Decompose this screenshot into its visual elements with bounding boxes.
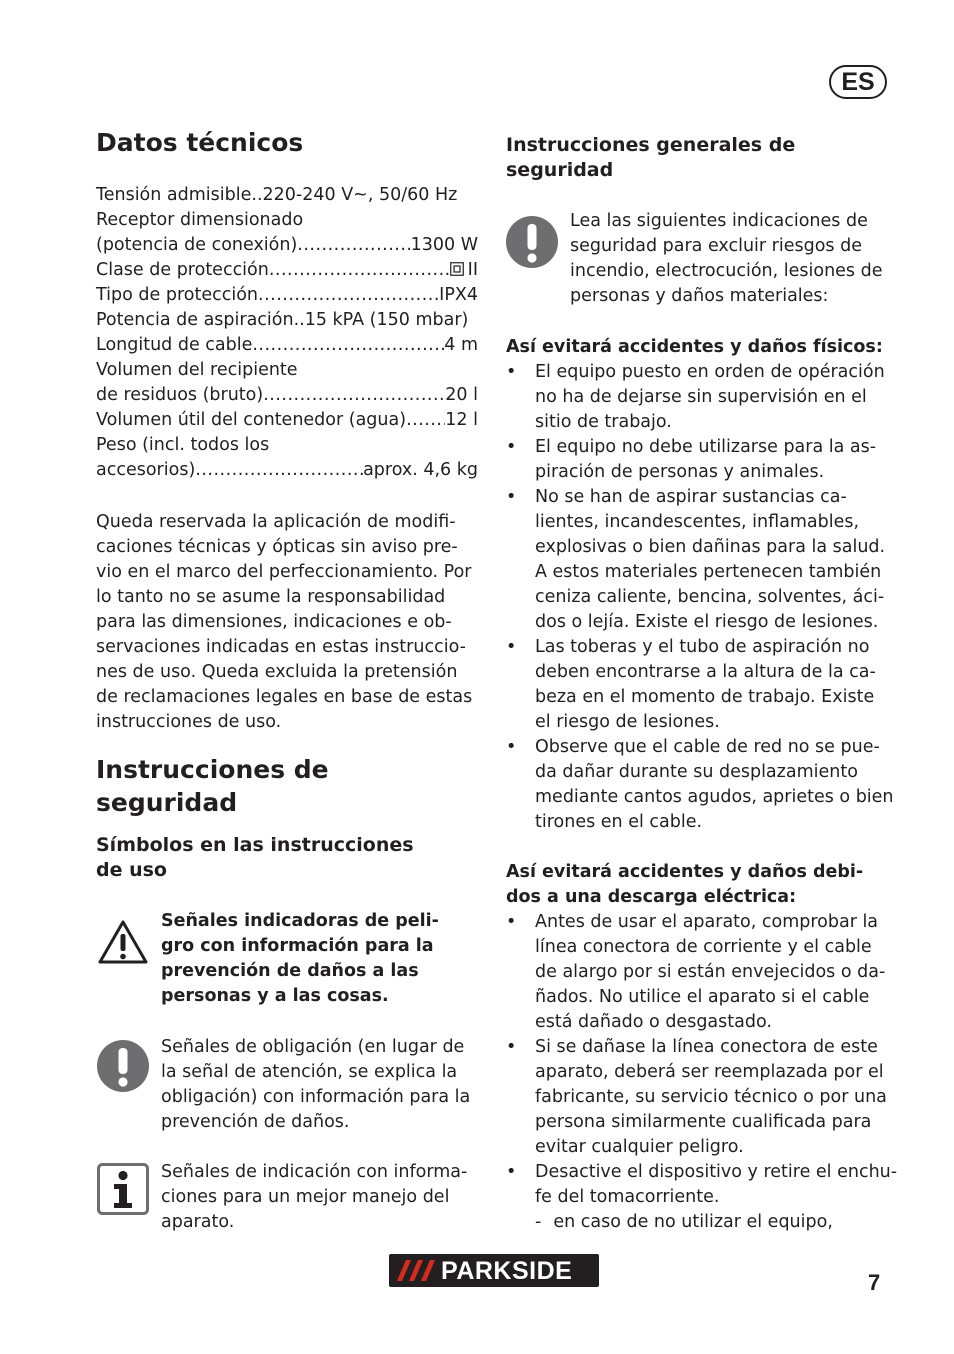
instrucciones-seguridad-heading	[96, 753, 478, 819]
bullet-line: No se han de aspirar sustancias ca-	[535, 487, 847, 507]
obligation-line: Señales de obligación (en lugar de	[161, 1037, 465, 1057]
bullet-line: El equipo puesto en orden de opéración	[535, 362, 885, 382]
spec-label: Volumen útil del contenedor (agua)	[96, 410, 407, 430]
reserva-line: servaciones indicadas en estas instruccio-	[96, 637, 466, 657]
generales-heading-line-2: seguridad	[506, 159, 614, 181]
sub-item-text: en caso de no utilizar el equipo,	[553, 1212, 833, 1232]
language-badge-label: ES	[841, 67, 875, 96]
bullet-item	[506, 910, 906, 1035]
spec-row	[96, 258, 478, 283]
bullet-dot: •	[506, 637, 517, 657]
bullet-line: línea conectora de corriente y el cable	[535, 937, 872, 957]
bullet-dot: •	[506, 1037, 517, 1057]
info-line: ciones para un mejor manejo del	[161, 1187, 450, 1207]
warning-line: Señales indicadoras de peli-	[161, 911, 439, 931]
spec-label: accesorios)	[96, 460, 196, 480]
obligation-text	[161, 1035, 479, 1135]
bullet-line: ñados. No utilice el aparato si el cable	[535, 987, 870, 1007]
bullet-item	[506, 1035, 906, 1160]
bullet-dot: •	[506, 737, 517, 757]
spec-value: II	[467, 260, 478, 280]
spec-leader-dots	[297, 233, 410, 258]
spec-line: Peso (incl. todos los	[96, 435, 270, 455]
spec-row	[96, 408, 478, 433]
bullet-line: deben encontrarse a la altura de la ca-	[535, 662, 876, 682]
electrica-heading-line-1: Así evitará accidentes y daños debi-	[506, 862, 864, 882]
bullet-line: aparato, deberá ser reemplazada por el	[535, 1062, 884, 1082]
spec-line: Receptor dimensionado	[96, 210, 304, 230]
bullet-line: beza en el momento de trabajo. Existe	[535, 687, 875, 707]
bullet-line: lientes, incandescentes, inflamables,	[535, 512, 860, 532]
info-line: Señales de indicación con informa-	[161, 1162, 468, 1182]
parkside-logo-text: PARKSIDE	[441, 1257, 573, 1285]
warning-line: personas y a las cosas.	[161, 986, 389, 1006]
intro-line: incendio, electrocución, lesiones de	[570, 261, 883, 281]
spec-row	[96, 233, 478, 258]
bullet-item	[506, 735, 906, 835]
language-badge	[829, 65, 887, 99]
obligation-line: obligación) con información para la	[161, 1087, 471, 1107]
spec-row	[96, 283, 478, 308]
datos-tecnicos-heading: Datos técnicos	[96, 128, 304, 157]
bullet-line: Si se dañase la línea conectora de este	[535, 1037, 878, 1057]
warning-line: gro con información para la	[161, 936, 434, 956]
spec-label: Tipo de protección	[96, 285, 258, 305]
generales-heading-line-1: Instrucciones generales de	[506, 134, 796, 156]
reserva-line: Queda reservada la aplicación de modifi-	[96, 512, 456, 532]
spec-label: de residuos (bruto)	[96, 385, 264, 405]
bullet-dot: •	[506, 437, 517, 457]
instrucciones-seguridad-heading-line-1: Instrucciones de	[96, 755, 329, 784]
bullet-item	[506, 485, 906, 635]
bullet-line: tirones en el cable.	[535, 812, 703, 832]
reserva-paragraph	[96, 510, 478, 735]
spec-row	[96, 383, 478, 408]
spec-leader-dots	[195, 458, 363, 483]
bullet-line: Antes de usar el aparato, comprobar la	[535, 912, 879, 932]
warning-triangle-icon	[97, 919, 149, 965]
spec-leader-dots	[252, 333, 444, 358]
reserva-line: nes de uso. Queda excluida la pretensión	[96, 662, 458, 682]
intro-line: personas y daños materiales:	[570, 286, 829, 306]
fisicos-bullet-list	[506, 360, 906, 835]
bullet-line: Observe que el cable de red no se pue-	[535, 737, 880, 757]
bullet-line: A estos materiales pertenecen también	[535, 562, 882, 582]
generales-heading	[506, 133, 896, 183]
spec-leader-dots	[263, 383, 445, 408]
sub-item-dash: -	[535, 1212, 542, 1232]
mandatory-exclamation-icon	[506, 216, 558, 268]
spec-line: Volumen del recipiente	[96, 360, 298, 380]
electrica-bullet-list	[506, 910, 906, 1210]
spec-label: Potencia de aspiración	[96, 310, 294, 330]
simbolos-heading	[96, 833, 478, 883]
sub-item	[535, 1210, 915, 1235]
bullet-line: El equipo no debe utilizarse para la as-	[535, 437, 877, 457]
spec-row	[96, 458, 478, 483]
spec-leader-dots	[258, 283, 439, 308]
simbolos-heading-line-2: de uso	[96, 859, 167, 881]
spec-value: IPX4	[439, 285, 478, 305]
reserva-line: vio en el marco del perfeccionamiento. Por	[96, 562, 472, 582]
spec-value: aprox. 4,6 kg	[363, 460, 478, 480]
bullet-item	[506, 635, 906, 735]
obligation-line: prevención de daños.	[161, 1112, 350, 1132]
bullet-line: está dañado o desgastado.	[535, 1012, 772, 1032]
warning-line: prevención de daños a las	[161, 961, 419, 981]
parkside-logo	[389, 1254, 599, 1287]
bullet-line: explosivas o bien dañinas para la salud.	[535, 537, 886, 557]
bullet-item	[506, 435, 906, 485]
bullet-line: Desactive el dispositivo y retire el enchu-	[535, 1162, 898, 1182]
bullet-line: piración de personas y animales.	[535, 462, 825, 482]
intro-line: seguridad para excluir riesgos de	[570, 236, 862, 256]
spec-value: 220-240 V~, 50/60 Hz	[262, 185, 458, 205]
spec-value: 20 l	[445, 385, 478, 405]
spec-separator: ..	[251, 185, 263, 205]
page-number: 7	[868, 1270, 881, 1295]
info-text	[161, 1160, 479, 1235]
intro-line: Lea las siguientes indicaciones de	[570, 211, 868, 231]
spec-label: Tensión admisible	[96, 185, 252, 205]
spec-row	[96, 183, 478, 208]
spec-label: Clase de protección	[96, 260, 269, 280]
spec-leader-dots	[269, 258, 450, 283]
protection-class-ii-icon	[450, 258, 468, 283]
bullet-item	[506, 1160, 906, 1210]
info-line: aparato.	[161, 1212, 235, 1232]
warning-text	[161, 909, 479, 1009]
bullet-dot: •	[506, 1162, 517, 1182]
reserva-line: para las dimensiones, indicaciones e ob-	[96, 612, 452, 632]
electrica-heading	[506, 860, 906, 910]
bullet-line: dos o lejía. Existe el riesgo de lesiones.	[535, 612, 879, 632]
bullet-line: de alargo por si están envejecidos o da-	[535, 962, 886, 982]
spec-label: Longitud de cable	[96, 335, 253, 355]
bullet-line: Las toberas y el tubo de aspiración no	[535, 637, 870, 657]
bullet-dot: •	[506, 362, 517, 382]
bullet-line: mediante cantos agudos, aprietes o bien	[535, 787, 894, 807]
bullet-line: no ha de dejarse sin supervisión en el	[535, 387, 867, 407]
obligation-line: la señal de atención, se explica la	[161, 1062, 458, 1082]
spec-row	[96, 333, 478, 358]
bullet-line: da dañar durante su desplazamiento	[535, 762, 858, 782]
spec-leader-dots	[406, 408, 445, 433]
bullet-dot: •	[506, 487, 517, 507]
bullet-line: el riesgo de lesiones.	[535, 712, 720, 732]
spec-label: (potencia de conexión)	[96, 235, 298, 255]
spec-value: 12 l	[445, 410, 478, 430]
bullet-item	[506, 360, 906, 435]
bullet-line: sitio de trabajo.	[535, 412, 672, 432]
reserva-line: caciones técnicas y ópticas sin aviso pre-	[96, 537, 458, 557]
spec-value: 15 kPA (150 mbar)	[304, 310, 469, 330]
spec-value: 1300 W	[410, 235, 478, 255]
mandatory-exclamation-icon	[97, 1040, 149, 1092]
reserva-line: lo tanto no se asume la responsabilidad	[96, 587, 446, 607]
bullet-line: ceniza caliente, bencina, solventes, áci-	[535, 587, 885, 607]
bullet-line: persona similarmente cualificada para	[535, 1112, 872, 1132]
bullet-line: fe del tomacorriente.	[535, 1187, 720, 1207]
bullet-line: evitar cualquier peligro.	[535, 1137, 744, 1157]
bullet-dot: •	[506, 912, 517, 932]
intro-text	[570, 209, 900, 309]
fisicos-heading: Así evitará accidentes y daños físicos:	[506, 337, 883, 357]
spec-separator: ..	[293, 310, 305, 330]
reserva-line: instrucciones de uso.	[96, 712, 282, 732]
info-icon	[97, 1163, 149, 1215]
spec-row	[96, 308, 478, 333]
specs-list	[96, 183, 478, 483]
electrica-heading-line-2: dos a una descarga eléctrica:	[506, 887, 797, 907]
bullet-line: fabricante, su servicio técnico o por una	[535, 1087, 887, 1107]
reserva-line: de reclamaciones legales en base de estas	[96, 687, 473, 707]
instrucciones-seguridad-heading-line-2: seguridad	[96, 788, 238, 817]
spec-value: 4 m	[444, 335, 478, 355]
simbolos-heading-line-1: Símbolos en las instrucciones	[96, 834, 414, 856]
